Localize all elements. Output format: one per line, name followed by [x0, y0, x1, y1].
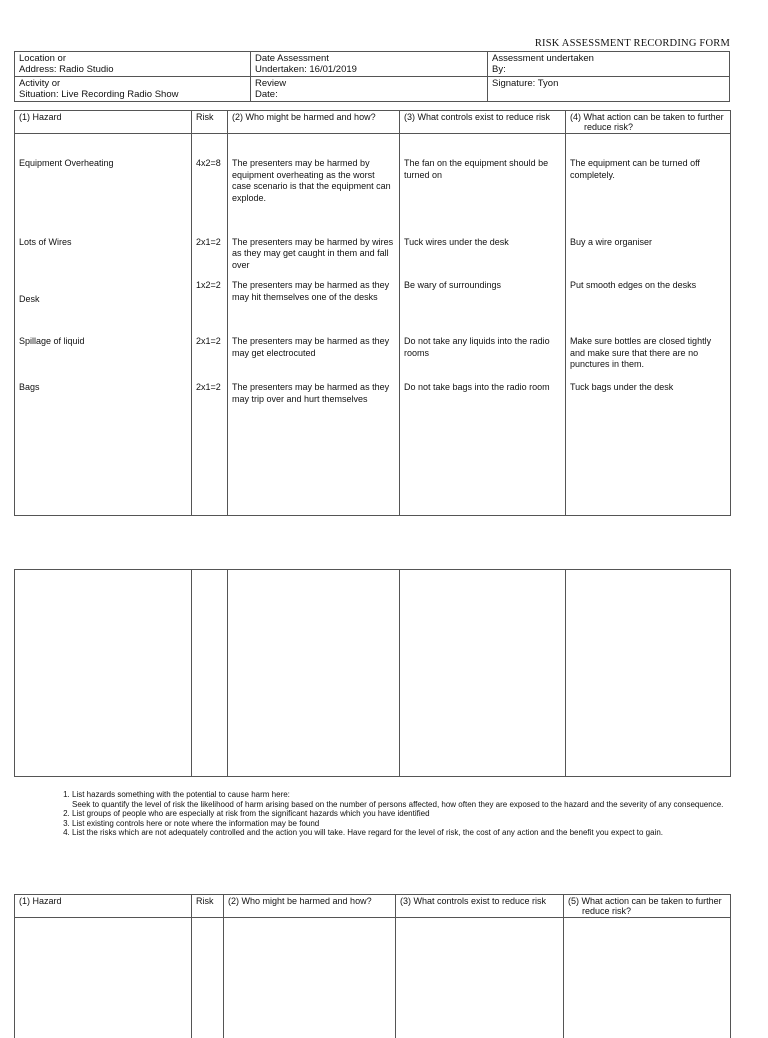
empty-cell	[400, 570, 566, 777]
controls-cell: The fan on the equipment should be turned on	[400, 134, 566, 214]
date-assessment-label: Date Assessment	[255, 53, 329, 64]
risk-cell: 2x1=2	[192, 378, 228, 515]
empty-cell	[224, 918, 396, 1038]
table-row	[15, 134, 731, 214]
header-action: (4) What action can be taken to further reduce risk?	[566, 111, 731, 134]
header-who-harmed: (2) Who might be harmed and how?	[224, 895, 396, 918]
header-hazard: (1) Hazard	[15, 895, 192, 918]
empty-cell	[15, 570, 192, 777]
review-date-label: Date:	[255, 89, 278, 100]
empty-cell	[566, 570, 731, 777]
controls-cell: Be wary of surroundings	[400, 275, 566, 332]
action-cell: The equipment can be turned off completely.	[566, 134, 731, 214]
header-controls: (3) What controls exist to reduce risk	[396, 895, 564, 918]
review-cell	[251, 77, 488, 102]
who-cell: The presenters may be harmed as they may get electrocuted	[228, 332, 400, 378]
action-cell: Buy a wire organiser	[566, 214, 731, 276]
risk-cell: 1x2=2	[192, 275, 228, 332]
instruction-subtext: Seek to quantify the level of risk the likelihood of harm arising based on the number of persons affected, how often they are exposed to the hazard and the severity of any consequence.	[72, 799, 724, 809]
assessment-undertaken-label: Assessment undertaken	[492, 53, 594, 64]
instruction-text: List the risks which are not adequately controlled and the action you will take. Have regard for the level of risk, the cost of any action and the benefit you expect to gain.	[72, 828, 664, 838]
action-cell: Tuck bags under the desk	[566, 378, 731, 515]
address-value: Address: Radio Studio	[19, 64, 114, 75]
instruction-text: List existing controls here or note where the information may be found	[72, 818, 320, 828]
who-cell: The presenters may be harmed as they may trip over and hurt themselves	[228, 378, 400, 515]
instruction-item	[72, 819, 748, 829]
situation-value: Situation: Live Recording Radio Show	[19, 89, 179, 100]
hazard-cell: Bags	[15, 378, 192, 515]
table-row	[15, 332, 731, 378]
empty-cell	[192, 570, 228, 777]
assessment-header-table	[14, 51, 730, 102]
risk-cell: 4x2=8	[192, 134, 228, 214]
signature-cell	[488, 77, 730, 102]
undertaken-value: Undertaken: 16/01/2019	[255, 64, 357, 75]
date-assessment-cell	[251, 52, 488, 77]
header-risk: Risk	[192, 895, 224, 918]
empty-cell	[564, 918, 731, 1038]
empty-cell	[192, 918, 224, 1038]
second-risk-table	[14, 894, 731, 1038]
hazard-cell: Equipment Overheating	[15, 134, 192, 214]
location-cell	[15, 52, 251, 77]
empty-row	[15, 918, 731, 1038]
risk-cell: 2x1=2	[192, 332, 228, 378]
controls-cell: Do not take bags into the radio room	[400, 378, 566, 515]
header-who-harmed: (2) Who might be harmed and how?	[228, 111, 400, 134]
table-row	[15, 275, 731, 332]
instruction-item	[72, 809, 748, 819]
hazard-cell: Lots of Wires	[15, 214, 192, 276]
table-row	[15, 214, 731, 276]
risk-table	[14, 110, 731, 516]
empty-cell	[228, 570, 400, 777]
assessment-by-cell	[488, 52, 730, 77]
by-label: By:	[492, 64, 506, 75]
instructions-list	[56, 790, 748, 838]
who-cell: The presenters may be harmed as they may hit themselves one of the desks	[228, 275, 400, 332]
header-action: (5) What action can be taken to further reduce risk?	[564, 895, 731, 918]
header-hazard: (1) Hazard	[15, 111, 192, 134]
risk-cell: 2x1=2	[192, 214, 228, 276]
instruction-item	[72, 828, 748, 838]
location-label: Location or	[19, 53, 67, 64]
empty-cell	[15, 918, 192, 1038]
review-label: Review	[255, 78, 287, 89]
empty-row	[15, 570, 731, 777]
instruction-text: List groups of people who are especially at risk from the significant hazards which you have identified	[72, 809, 430, 819]
signature-value: Signature: Tyon	[492, 78, 559, 89]
instruction-item	[72, 790, 748, 809]
table-row	[15, 378, 731, 515]
form-title: RISK ASSESSMENT RECORDING FORM	[534, 38, 730, 49]
empty-cell	[396, 918, 564, 1038]
activity-label: Activity or	[19, 78, 61, 89]
hazard-cell: Spillage of liquid	[15, 332, 192, 378]
header-controls: (3) What controls exist to reduce risk	[400, 111, 566, 134]
controls-cell: Do not take any liquids into the radio rooms	[400, 332, 566, 378]
instruction-text: List hazards something with the potential to cause harm here:	[72, 790, 290, 799]
controls-cell: Tuck wires under the desk	[400, 214, 566, 276]
hazard-cell: Desk	[15, 275, 192, 332]
who-cell: The presenters may be harmed by equipment overheating as the worst case scenario is that the equipment can explode.	[228, 134, 400, 214]
activity-cell	[15, 77, 251, 102]
blank-table	[14, 569, 731, 777]
action-cell: Make sure bottles are closed tightly and make sure that there are no punctures in them.	[566, 332, 731, 378]
who-cell: The presenters may be harmed by wires as they may get caught in them and fall over	[228, 214, 400, 276]
action-cell: Put smooth edges on the desks	[566, 275, 731, 332]
header-risk: Risk	[192, 111, 228, 134]
